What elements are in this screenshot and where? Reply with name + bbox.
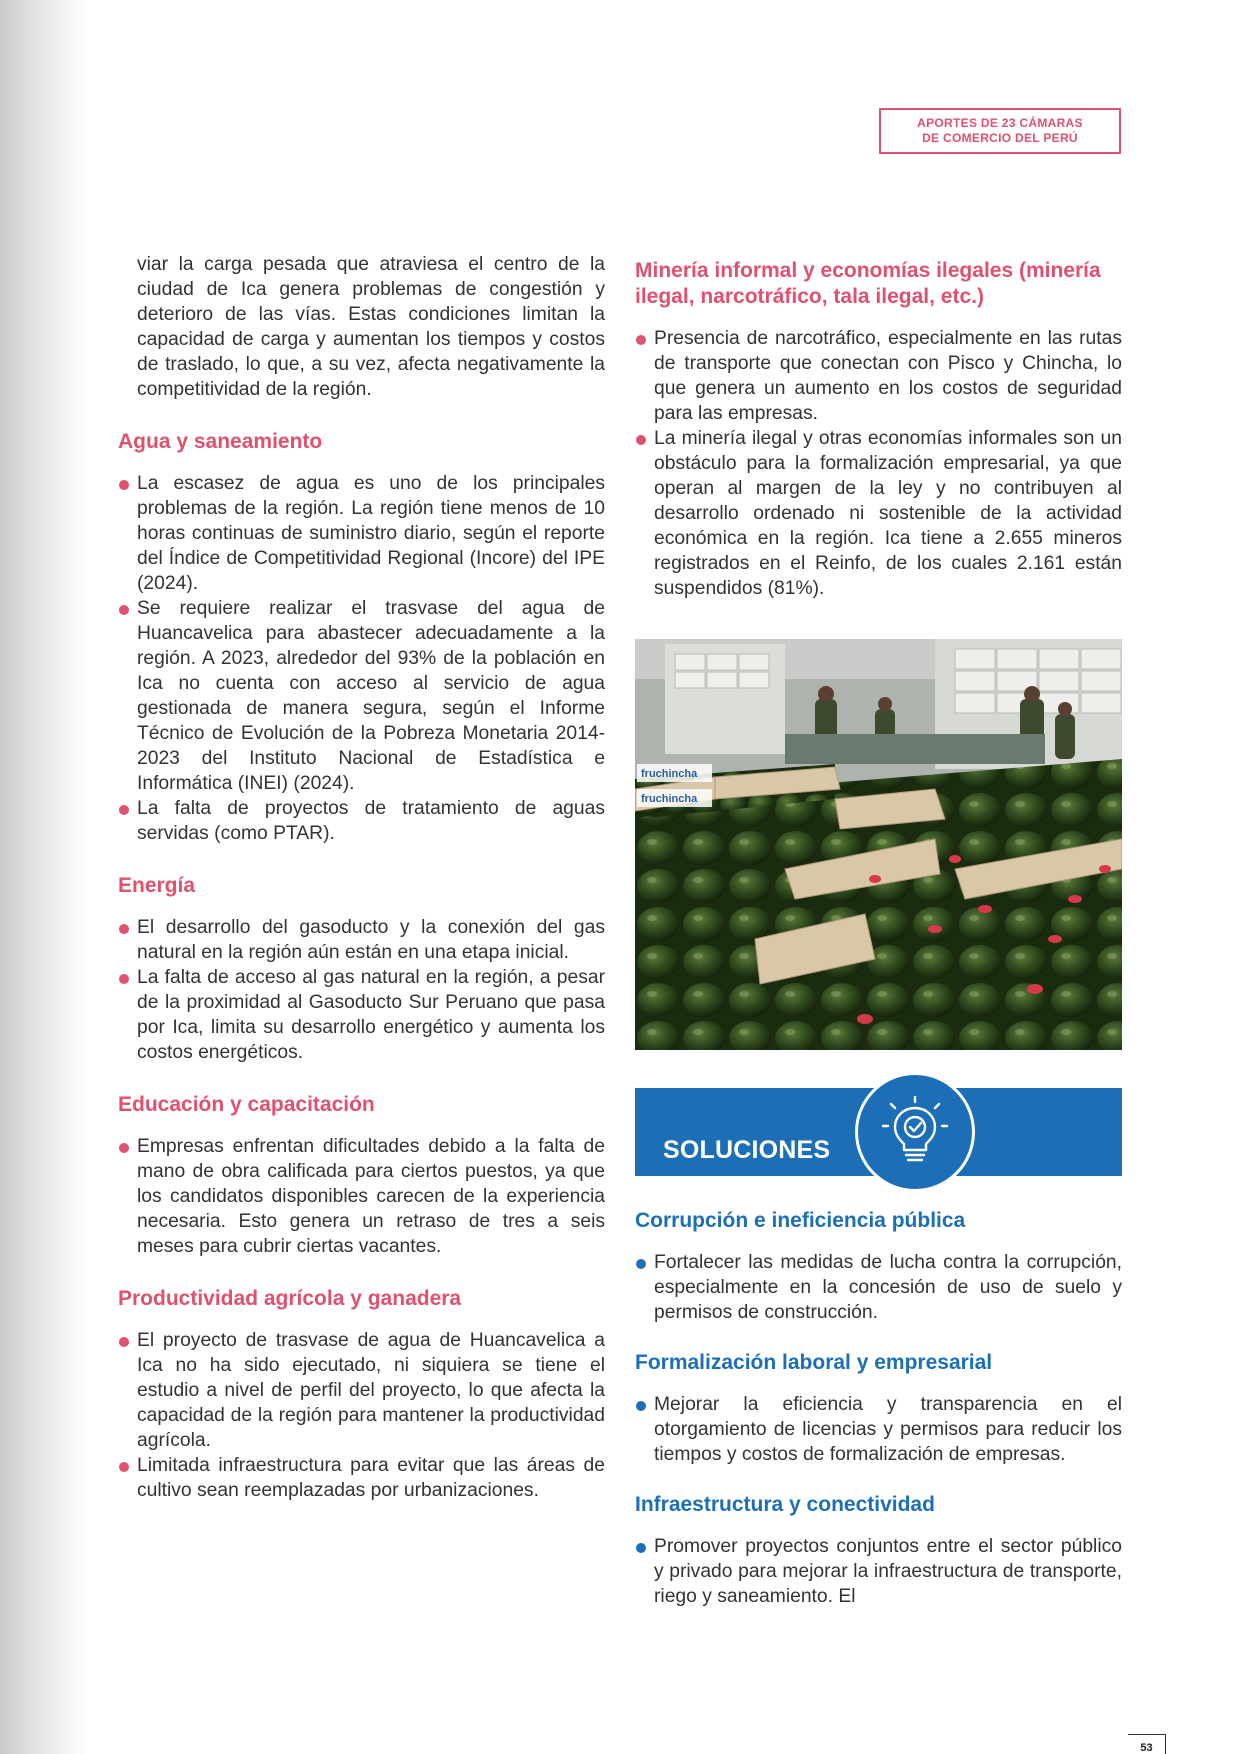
heading-formalizacion: Formalización laboral y empresarial: [635, 1351, 993, 1374]
box-label-1: fruchincha: [641, 768, 698, 780]
heading-productividad: Productividad agrícola y ganadera: [118, 1287, 462, 1310]
list-item: Promover proyectos conjuntos entre el sector público y privado para mejorar la infraestructura de transporte, riego y saneamiento. El: [635, 1534, 1122, 1609]
list-item: La falta de acceso al gas natural en la región, a pesar de la proximidad al Gasoducto Sur Peruano que pasa por Ica, limita su desarrollo energético y aumenta los costos energéticos.: [118, 965, 605, 1065]
heading-infraestructura: Infraestructura y conectividad: [635, 1493, 935, 1516]
page-number: [1128, 1734, 1166, 1754]
heading-agua: Agua y saneamiento: [118, 430, 323, 453]
header-line-2: DE COMERCIO DEL PERÚ: [922, 131, 1078, 145]
list-agua: [118, 471, 605, 846]
header-line-1: APORTES DE 23 CÁMARAS: [917, 116, 1083, 130]
avocado-packing-photo: [635, 639, 1122, 1050]
header-label-box: [879, 108, 1121, 154]
list-item: La escasez de agua es uno de los principales problemas de la región. La región tiene menos de 10 horas continuas de suministro diario, según el reporte del Índice de Competitividad Regional (Incore) del IPE (2024).: [118, 471, 605, 596]
list-mineria: [635, 326, 1122, 601]
box-label-2: fruchincha: [641, 793, 698, 805]
soluciones-title: SOLUCIONES: [663, 1136, 831, 1164]
list-item: La falta de proyectos de tratamiento de aguas servidas (como PTAR).: [118, 796, 605, 846]
left-column: [118, 252, 605, 1503]
list-energia: [118, 915, 605, 1065]
soluciones-banner: [635, 1088, 1122, 1176]
right-column-top: [635, 258, 1122, 601]
page-edge-shadow: [0, 0, 90, 1754]
right-column-bottom: [635, 1208, 1122, 1609]
list-item: Fortalecer las medidas de lucha contra la corrupción, especialmente en la concesión de uso de suelo y permisos de construcción.: [635, 1250, 1122, 1325]
list-item: Limitada infraestructura para evitar que las áreas de cultivo sean reemplazadas por urbanizaciones.: [118, 1453, 605, 1503]
lightbulb-check-icon: [855, 1072, 975, 1192]
list-item: El desarrollo del gasoducto y la conexión del gas natural en la región aún están en una etapa inicial.: [118, 915, 605, 965]
heading-energia: Energía: [118, 874, 196, 897]
list-productividad: [118, 1328, 605, 1503]
intro-paragraph: viar la carga pesada que atraviesa el centro de la ciudad de Ica genera problemas de congestión y deterioro de las vías. Estas condiciones limitan la capacidad de carga y aumentan los tiempos y costos de traslado, lo que, a su vez, afecta negativamente la competitividad de la región.: [137, 254, 605, 400]
list-item: La minería ilegal y otras economías informales son un obstáculo para la formalización empresarial, ya que operan al margen de la ley y no contribuyen al desarrollo ordenado ni sostenible de la actividad económica en la región. Ica tiene a 2.655 mineros registrados en el Reinfo, de los cuales 2.161 están suspendidos (81%).: [635, 426, 1122, 601]
page-number-text: 53: [1140, 1742, 1153, 1754]
list-item: El proyecto de trasvase de agua de Huancavelica a Ica no ha sido ejecutado, ni siquiera se tiene el estudio a nivel de perfil del proyecto, lo que afecta la capacidad de la región para mantener la productividad agrícola.: [118, 1328, 605, 1453]
list-item: Mejorar la eficiencia y transparencia en el otorgamiento de licencias y permisos para reducir los tiempos y costos de formalización de empresas.: [635, 1392, 1122, 1467]
list-educacion: [118, 1134, 605, 1259]
list-formalizacion: [635, 1392, 1122, 1467]
list-item: Presencia de narcotráfico, especialmente en las rutas de transporte que conectan con Pisco y Chincha, lo que genera un aumento en los costos de seguridad para las empresas.: [635, 326, 1122, 426]
list-item: Empresas enfrentan dificultades debido a la falta de mano de obra calificada para ciertos puestos, ya que los candidatos disponibles carecen de la experiencia necesaria. Esto genera un retraso de tres a seis meses para cubrir ciertas vacantes.: [118, 1134, 605, 1259]
list-item: Se requiere realizar el trasvase del agua de Huancavelica para abastecer adecuadamente a la región. A 2023, alrededor del 93% de la población en Ica no cuenta con acceso al servicio de agua gestionada de manera segura, según el Informe Técnico de Evolución de la Pobreza Monetaria 2014-2023 del Instituto Nacional de Estadística e Informática (INEI) (2024).: [118, 596, 605, 796]
heading-mineria: Minería informal y economías ilegales (minería ilegal, narcotráfico, tala ilegal, etc.): [635, 259, 1101, 308]
list-infraestructura: [635, 1534, 1122, 1609]
heading-corrupcion: Corrupción e ineficiencia pública: [635, 1209, 966, 1232]
list-corrupcion: [635, 1250, 1122, 1325]
photo-illustration: [635, 639, 1122, 1050]
heading-educacion: Educación y capacitación: [118, 1093, 375, 1116]
